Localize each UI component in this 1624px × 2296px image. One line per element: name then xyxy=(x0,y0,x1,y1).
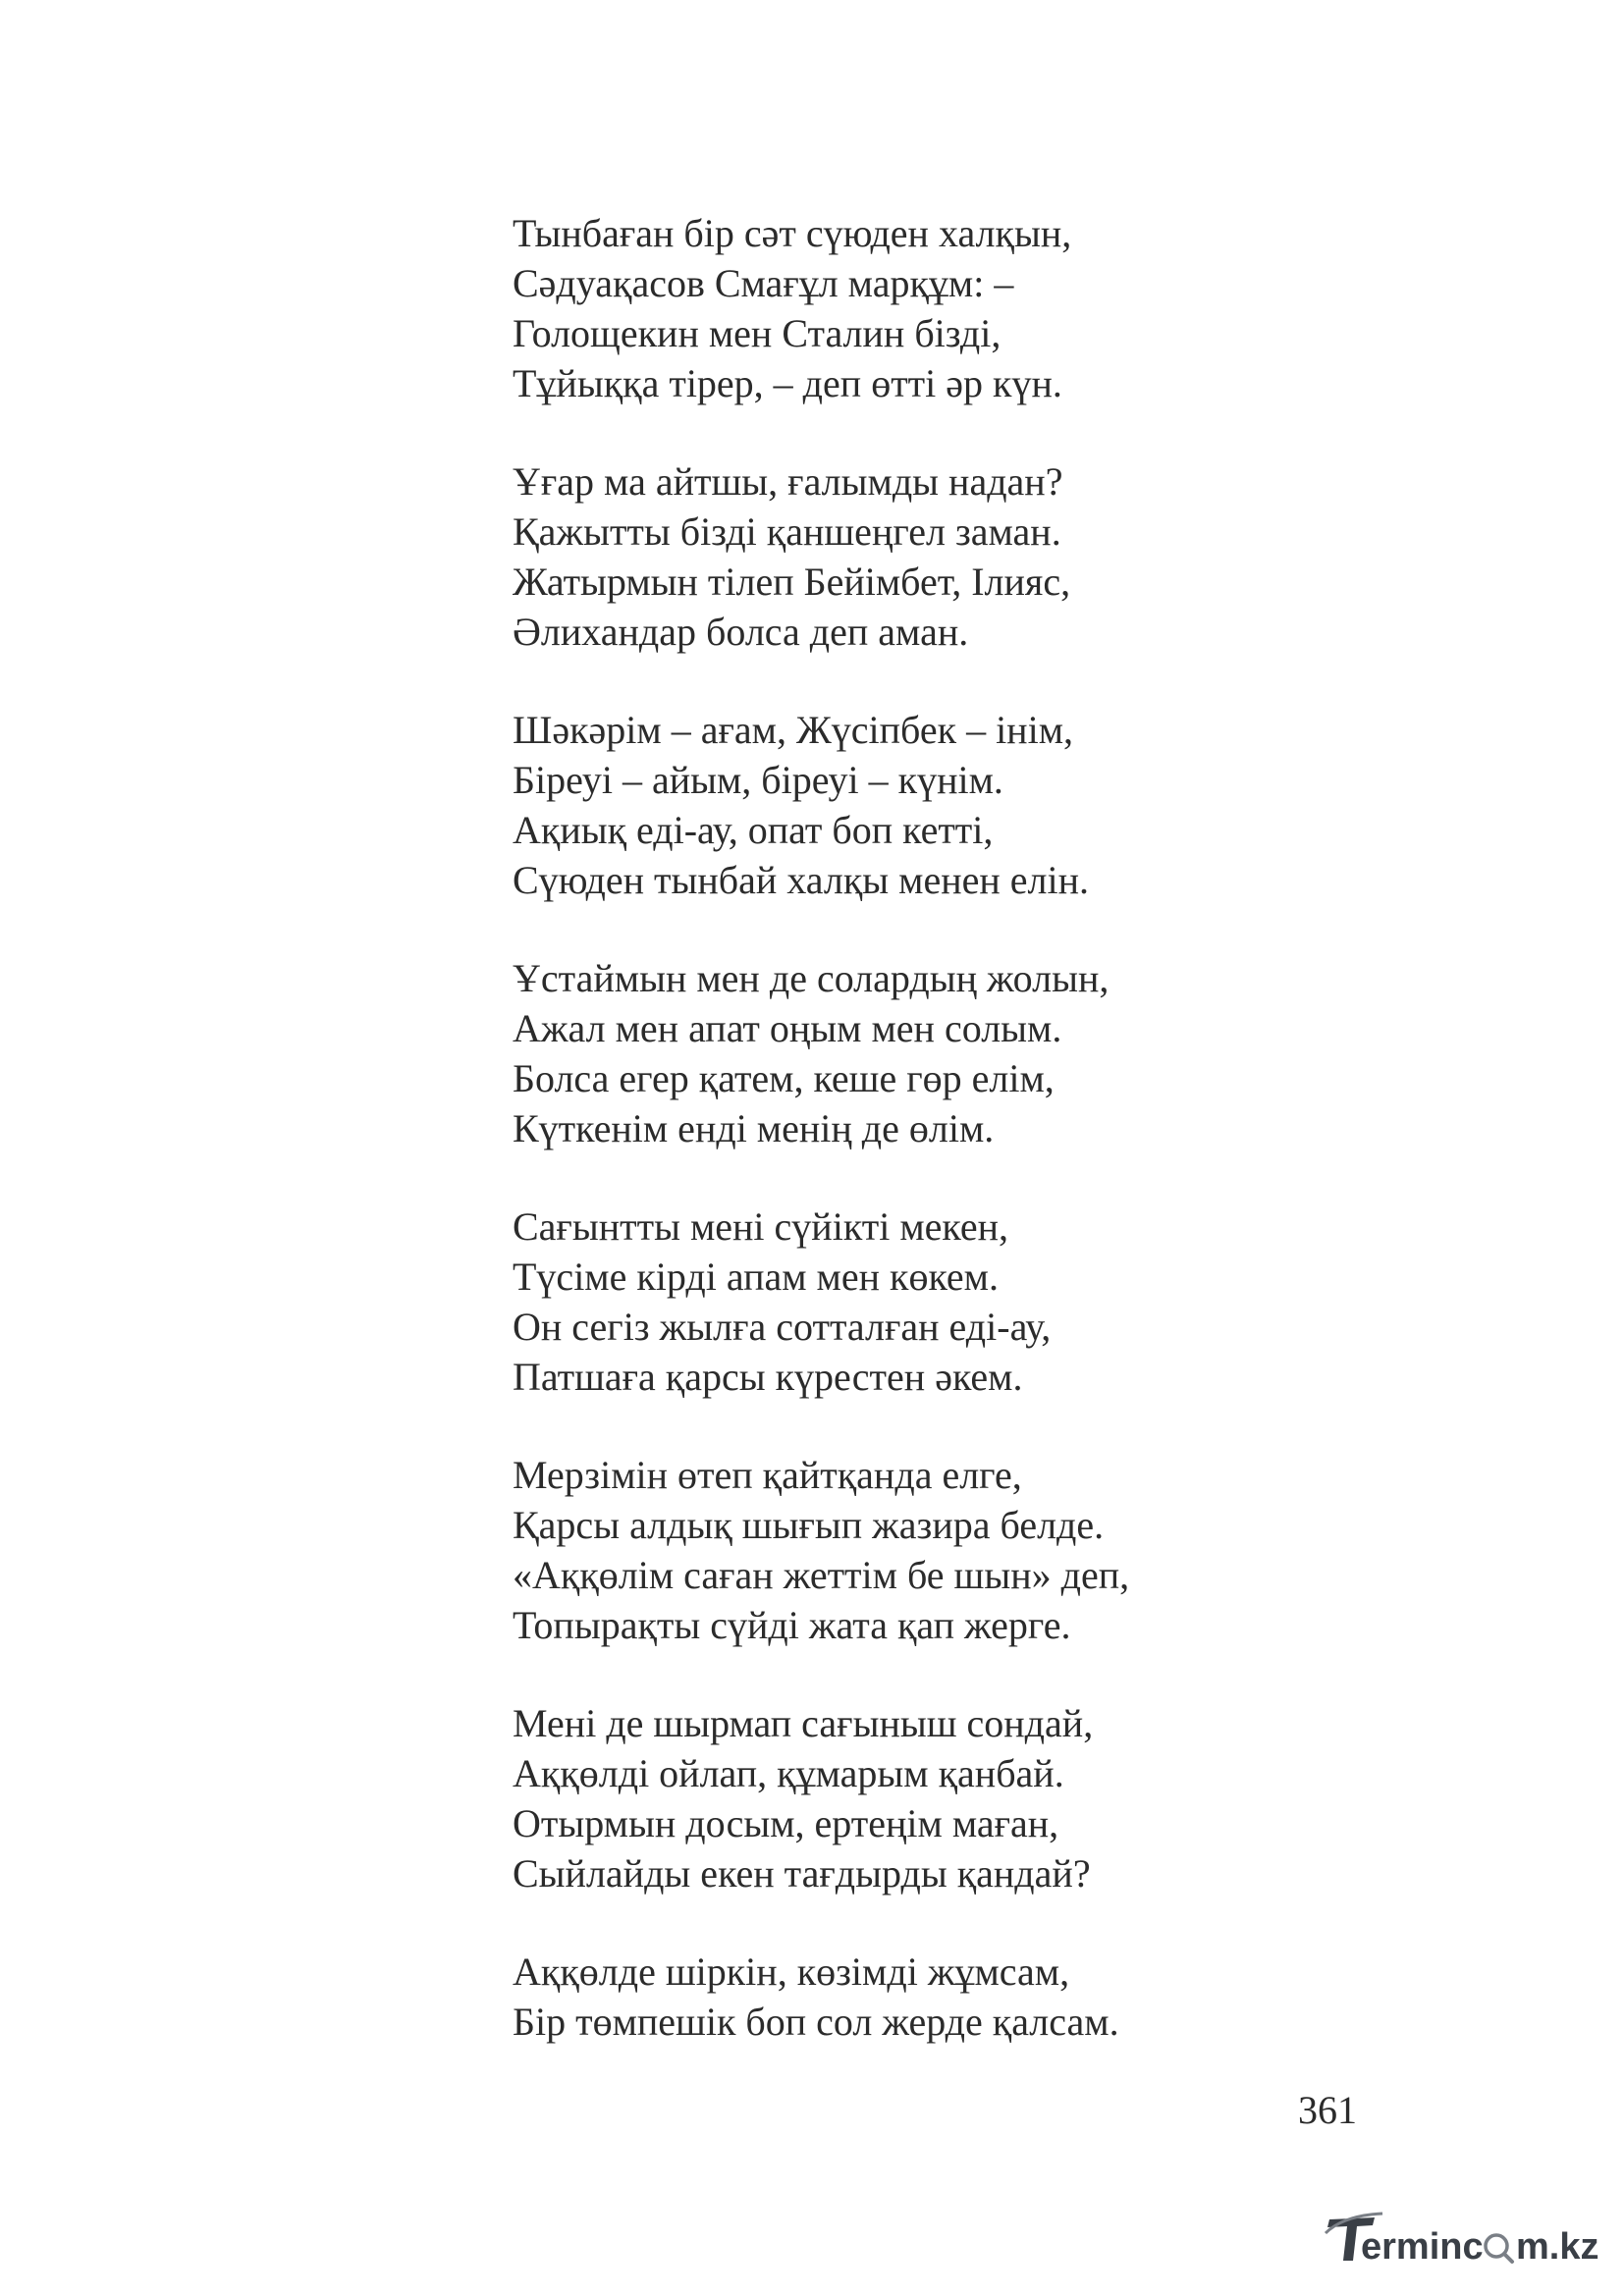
poem-line: «Аққөлім саған жеттім бе шын» деп, xyxy=(513,1553,1130,1597)
poem-line: Түсіме кірді апам мен көкем. xyxy=(513,1255,999,1299)
stanza-2 xyxy=(513,456,1494,657)
poem-line: Сыйлайды екен тағдырды қандай? xyxy=(513,1851,1091,1896)
poem-line: Сағынтты мені сүйікті мекен, xyxy=(513,1204,1008,1249)
poem-line: Топырақты сүйді жата қап жерге. xyxy=(513,1603,1071,1647)
poem-line: Отырмын досым, ертеңім маған, xyxy=(513,1801,1059,1845)
poem-line: Қарсы алдық шығып жазира белде. xyxy=(513,1503,1105,1547)
stanza-5 xyxy=(513,1201,1494,1402)
watermark-text-start: erminc xyxy=(1361,2226,1484,2268)
stanza-1 xyxy=(513,208,1494,408)
stanza-3 xyxy=(513,705,1494,905)
page-number: 361 xyxy=(1298,2088,1357,2132)
poem-line: Тұйыққа тірер, – деп өтті әр күн. xyxy=(513,361,1062,405)
poem-line: Болса егер қатем, кеше гөр елім, xyxy=(513,1056,1055,1100)
magnifier-icon xyxy=(1486,2235,1512,2262)
poem-line: Мені де шырмап сағыныш сондай, xyxy=(513,1701,1094,1745)
poem-line: Сәдуақасов Смағұл марқұм: – xyxy=(513,261,1014,305)
poem-line: Тынбаған бір сәт сүюден халқын, xyxy=(513,211,1072,255)
stanza-6 xyxy=(513,1450,1494,1650)
poem-line: Ақиық еді-ау, опат боп кетті, xyxy=(513,808,994,852)
stanza-4 xyxy=(513,953,1494,1153)
stanza-7 xyxy=(513,1698,1494,1898)
poem-line: Ұғар ма айтшы, ғалымды надан? xyxy=(513,459,1063,504)
poem-line: Біреуі – айым, біреуі – күнім. xyxy=(513,758,1003,802)
poem-line: Голощекин мен Сталин бізді, xyxy=(513,311,1001,355)
terminkom-watermark xyxy=(1324,2204,1618,2272)
poem xyxy=(513,208,1494,2095)
poem-line: Ажал мен апат оңым мен солым. xyxy=(513,1006,1062,1050)
poem-line: Жатырмын тілеп Бейімбет, Ілияс, xyxy=(513,560,1071,604)
poem-line: Әлихандар болса деп аман. xyxy=(513,610,969,654)
poem-line: Аққөлді ойлап, құмарым қанбай. xyxy=(513,1751,1064,1795)
poem-line: Аққөлде шіркін, көзімді жұмсам, xyxy=(513,1949,1070,1994)
poem-line: Патшаға қарсы күрестен әкем. xyxy=(513,1355,1023,1399)
stanza-8 xyxy=(513,1947,1494,2047)
poem-line: Қажытты бізді қаншеңгел заман. xyxy=(513,509,1061,554)
watermark-text-end: m.kz xyxy=(1516,2226,1599,2268)
poem-line: Он сегіз жылға сотталған еді-ау, xyxy=(513,1305,1052,1349)
poem-line: Ұстаймын мен де солардың жолын, xyxy=(513,956,1110,1000)
poem-line: Сүюден тынбай халқы менен елін. xyxy=(513,858,1090,902)
watermark-logo xyxy=(1324,2204,1618,2272)
poem-line: Бір төмпешік боп сол жерде қалсам. xyxy=(513,2000,1119,2044)
poem-line: Мерзімін өтеп қайтқанда елге, xyxy=(513,1453,1022,1497)
poem-line: Шәкәрім – ағам, Жүсіпбек – інім, xyxy=(513,708,1074,752)
poem-line: Күткенім енді менің де өлім. xyxy=(513,1106,995,1150)
